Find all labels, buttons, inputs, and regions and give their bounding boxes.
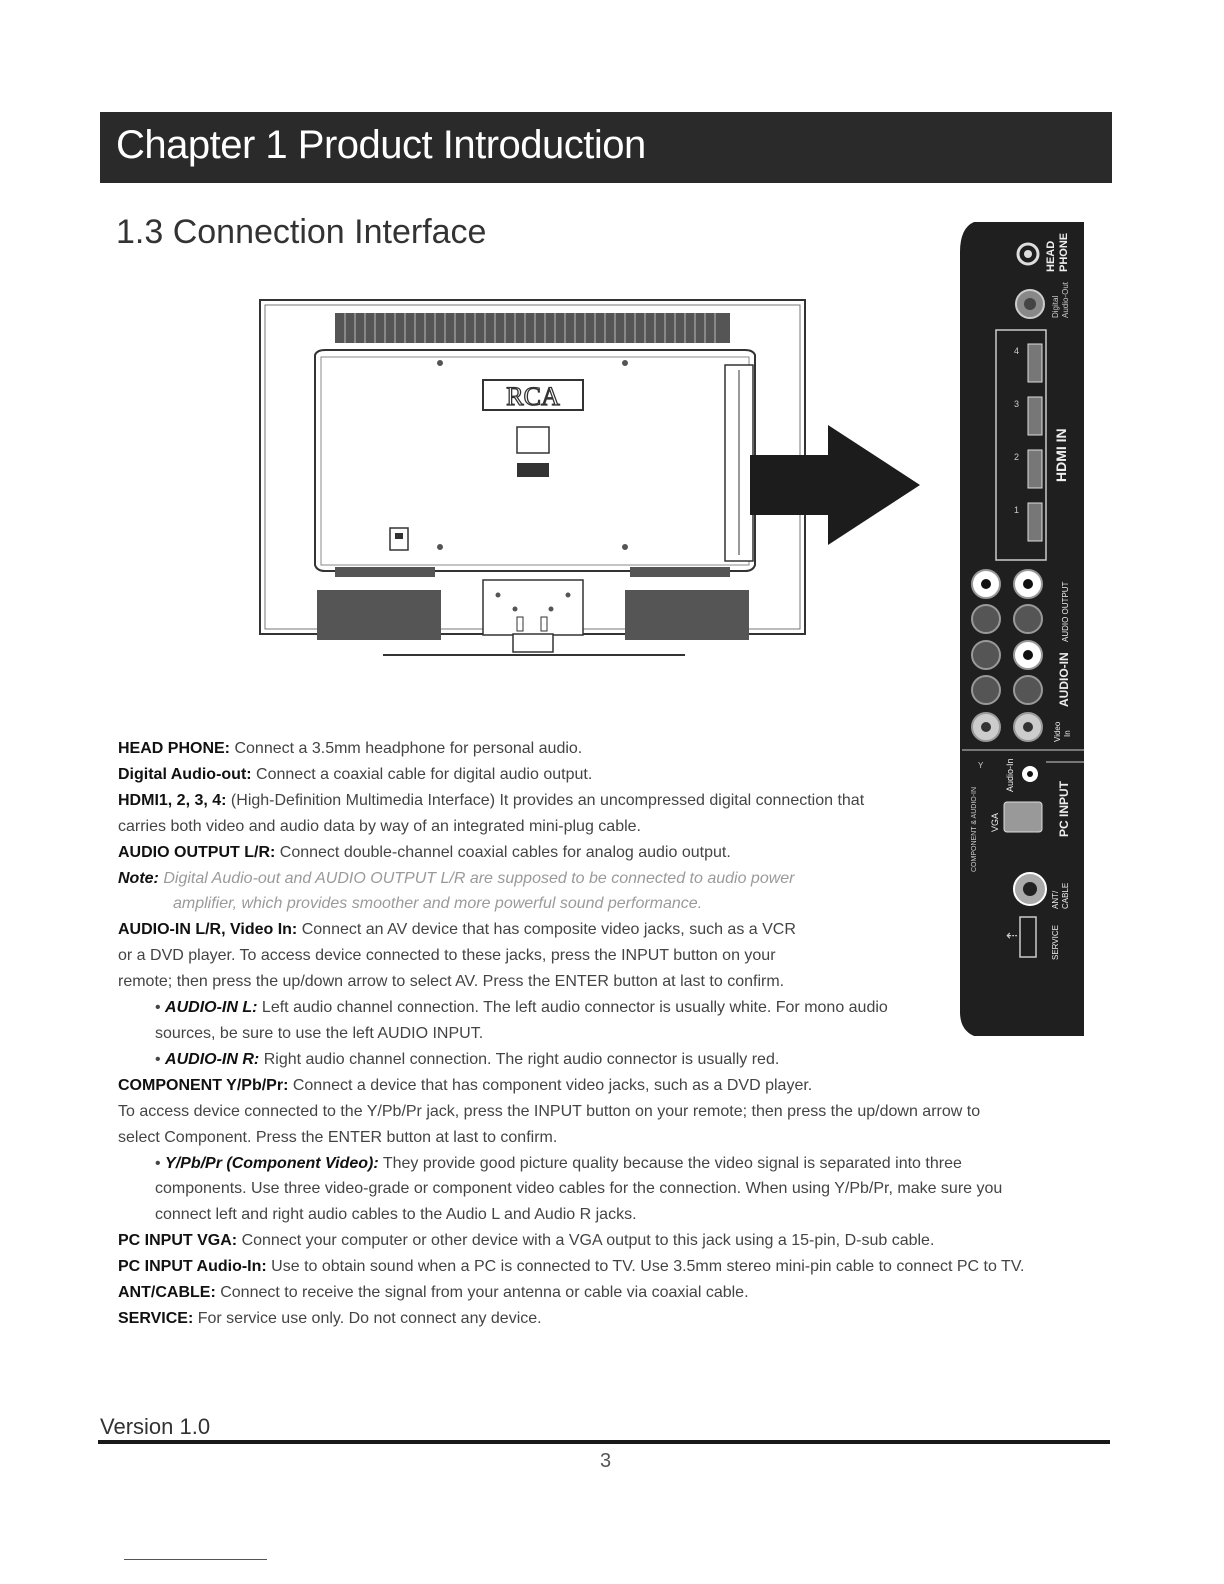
svg-text:ANT/: ANT/: [1051, 890, 1060, 909]
audio-in-description-cont: or a DVD player. To access device connected to these jacks, press the INPUT button on your: [118, 947, 776, 965]
audio-in-l-bullet: • AUDIO-IN L: Left audio channel connection. The left audio connector is usually white. For mono audio: [155, 999, 888, 1017]
component-description-cont2: select Component. Press the ENTER button at last to confirm.: [118, 1128, 558, 1146]
audio-output-description: AUDIO OUTPUT L/R: Connect double-channel coaxial cables for analog audio output.: [118, 843, 731, 861]
svg-text:1: 1: [1014, 505, 1020, 515]
svg-text:Video: Video: [1053, 721, 1062, 742]
note: Note: Digital Audio-out and AUDIO OUTPUT L/R are supposed to be connected to audio power: [118, 869, 795, 887]
top-vent-grille: [335, 313, 730, 343]
svg-text:CABLE: CABLE: [1061, 882, 1070, 909]
audio-in-description: AUDIO-IN L/R, Video In: Connect an AV device that has composite video jacks, such as a VCR: [118, 921, 796, 939]
hdmi-description: HDMI1, 2, 3, 4: (High-Definition Multimedia Interface) It provides an uncompressed digital connection that: [118, 791, 865, 809]
ypbpr-bullet-cont: components. Use three video-grade or component video cables for the connection. When using Y/Pb/Pr, make sure you: [155, 1180, 1003, 1198]
chapter-header-bar: [100, 112, 1112, 183]
svg-text:AUDIO OUTPUT: AUDIO OUTPUT: [1061, 581, 1070, 642]
footer-divider: [98, 1440, 1110, 1444]
page-number: 3: [600, 1450, 612, 1472]
svg-text:COMPONENT & AUDIO-IN: COMPONENT & AUDIO-IN: [971, 786, 978, 872]
svg-text:4: 4: [1014, 346, 1020, 356]
svg-text:2: 2: [1014, 452, 1020, 462]
component-description: COMPONENT Y/Pb/Pr: Connect a device that has component video jacks, such as a DVD player.: [118, 1076, 813, 1094]
bottom-right-vent: [625, 590, 749, 640]
service-description: SERVICE: For service use only. Do not connect any device.: [118, 1309, 542, 1327]
note-cont: amplifier, which provides smoother and more powerful sound performance.: [173, 895, 703, 913]
bottom-left-vent: [317, 590, 441, 640]
chapter-title: Chapter 1 Product Introduction: [116, 123, 646, 167]
ypbpr-bullet: • Y/Pb/Pr (Component Video): They provide good picture quality because the video signal is separated into three: [155, 1154, 962, 1172]
svg-text:PC INPUT: PC INPUT: [1057, 780, 1071, 837]
svg-text:In: In: [1063, 730, 1072, 737]
svg-text:PHONE: PHONE: [1058, 232, 1070, 272]
ypbpr-bullet-cont2: connect left and right audio cables to the Audio L and Audio R jacks.: [155, 1206, 637, 1224]
svg-text:SERVICE: SERVICE: [1051, 925, 1060, 960]
ant-cable-description: ANT/CABLE: Connect to receive the signal from your antenna or cable via coaxial cable.: [118, 1284, 749, 1302]
svg-text:Audio-Out: Audio-Out: [1061, 281, 1070, 318]
tv-rear-illustration: [255, 295, 815, 665]
pointer-arrow: [750, 425, 920, 545]
svg-text:Audio-In: Audio-In: [1005, 758, 1015, 792]
svg-text:HEAD: HEAD: [1045, 240, 1057, 272]
corner-rule: [124, 1559, 267, 1560]
pc-vga-description: PC INPUT VGA: Connect your computer or other device with a VGA output to this jack using a 15-pin, D-sub cable.: [118, 1232, 935, 1250]
component-description-cont: To access device connected to the Y/Pb/Pr jack, press the INPUT button on your remote; then press the up/down arrow to: [118, 1102, 981, 1120]
headphone-description: HEAD PHONE: Connect a 3.5mm headphone for personal audio.: [118, 740, 583, 757]
svg-text:VGA: VGA: [990, 812, 1000, 832]
version-label: Version 1.0: [100, 1414, 211, 1439]
rca-logo: RCA: [506, 382, 560, 411]
svg-text:HDMI IN: HDMI IN: [1053, 428, 1069, 482]
svg-text:3: 3: [1014, 399, 1020, 409]
pc-audio-description: PC INPUT Audio-In: Use to obtain sound when a PC is connected to TV. Use 3.5mm stereo mini-pin cable to connect PC to TV.: [118, 1258, 1025, 1276]
svg-text:Digital: Digital: [1051, 295, 1060, 318]
usb-icon: ⇠: [1006, 927, 1018, 943]
digital-audio-description: Digital Audio-out: Connect a coaxial cable for digital audio output.: [118, 765, 593, 783]
hdmi-description-cont: carries both video and audio data by way of an integrated mini-plug cable.: [118, 817, 641, 835]
svg-text:AUDIO-IN: AUDIO-IN: [1057, 652, 1071, 707]
audio-in-r-bullet: • AUDIO-IN R: Right audio channel connection. The right audio connector is usually red.: [155, 1050, 780, 1068]
section-title: 1.3 Connection Interface: [116, 213, 487, 251]
connection-descriptions: [118, 736, 1108, 1332]
audio-in-description-cont2: remote; then press the up/down arrow to select AV. Press the ENTER button at last to confirm.: [118, 973, 785, 991]
svg-text:Y: Y: [978, 761, 984, 770]
audio-in-l-bullet-cont: sources, be sure to use the left AUDIO INPUT.: [155, 1024, 484, 1042]
